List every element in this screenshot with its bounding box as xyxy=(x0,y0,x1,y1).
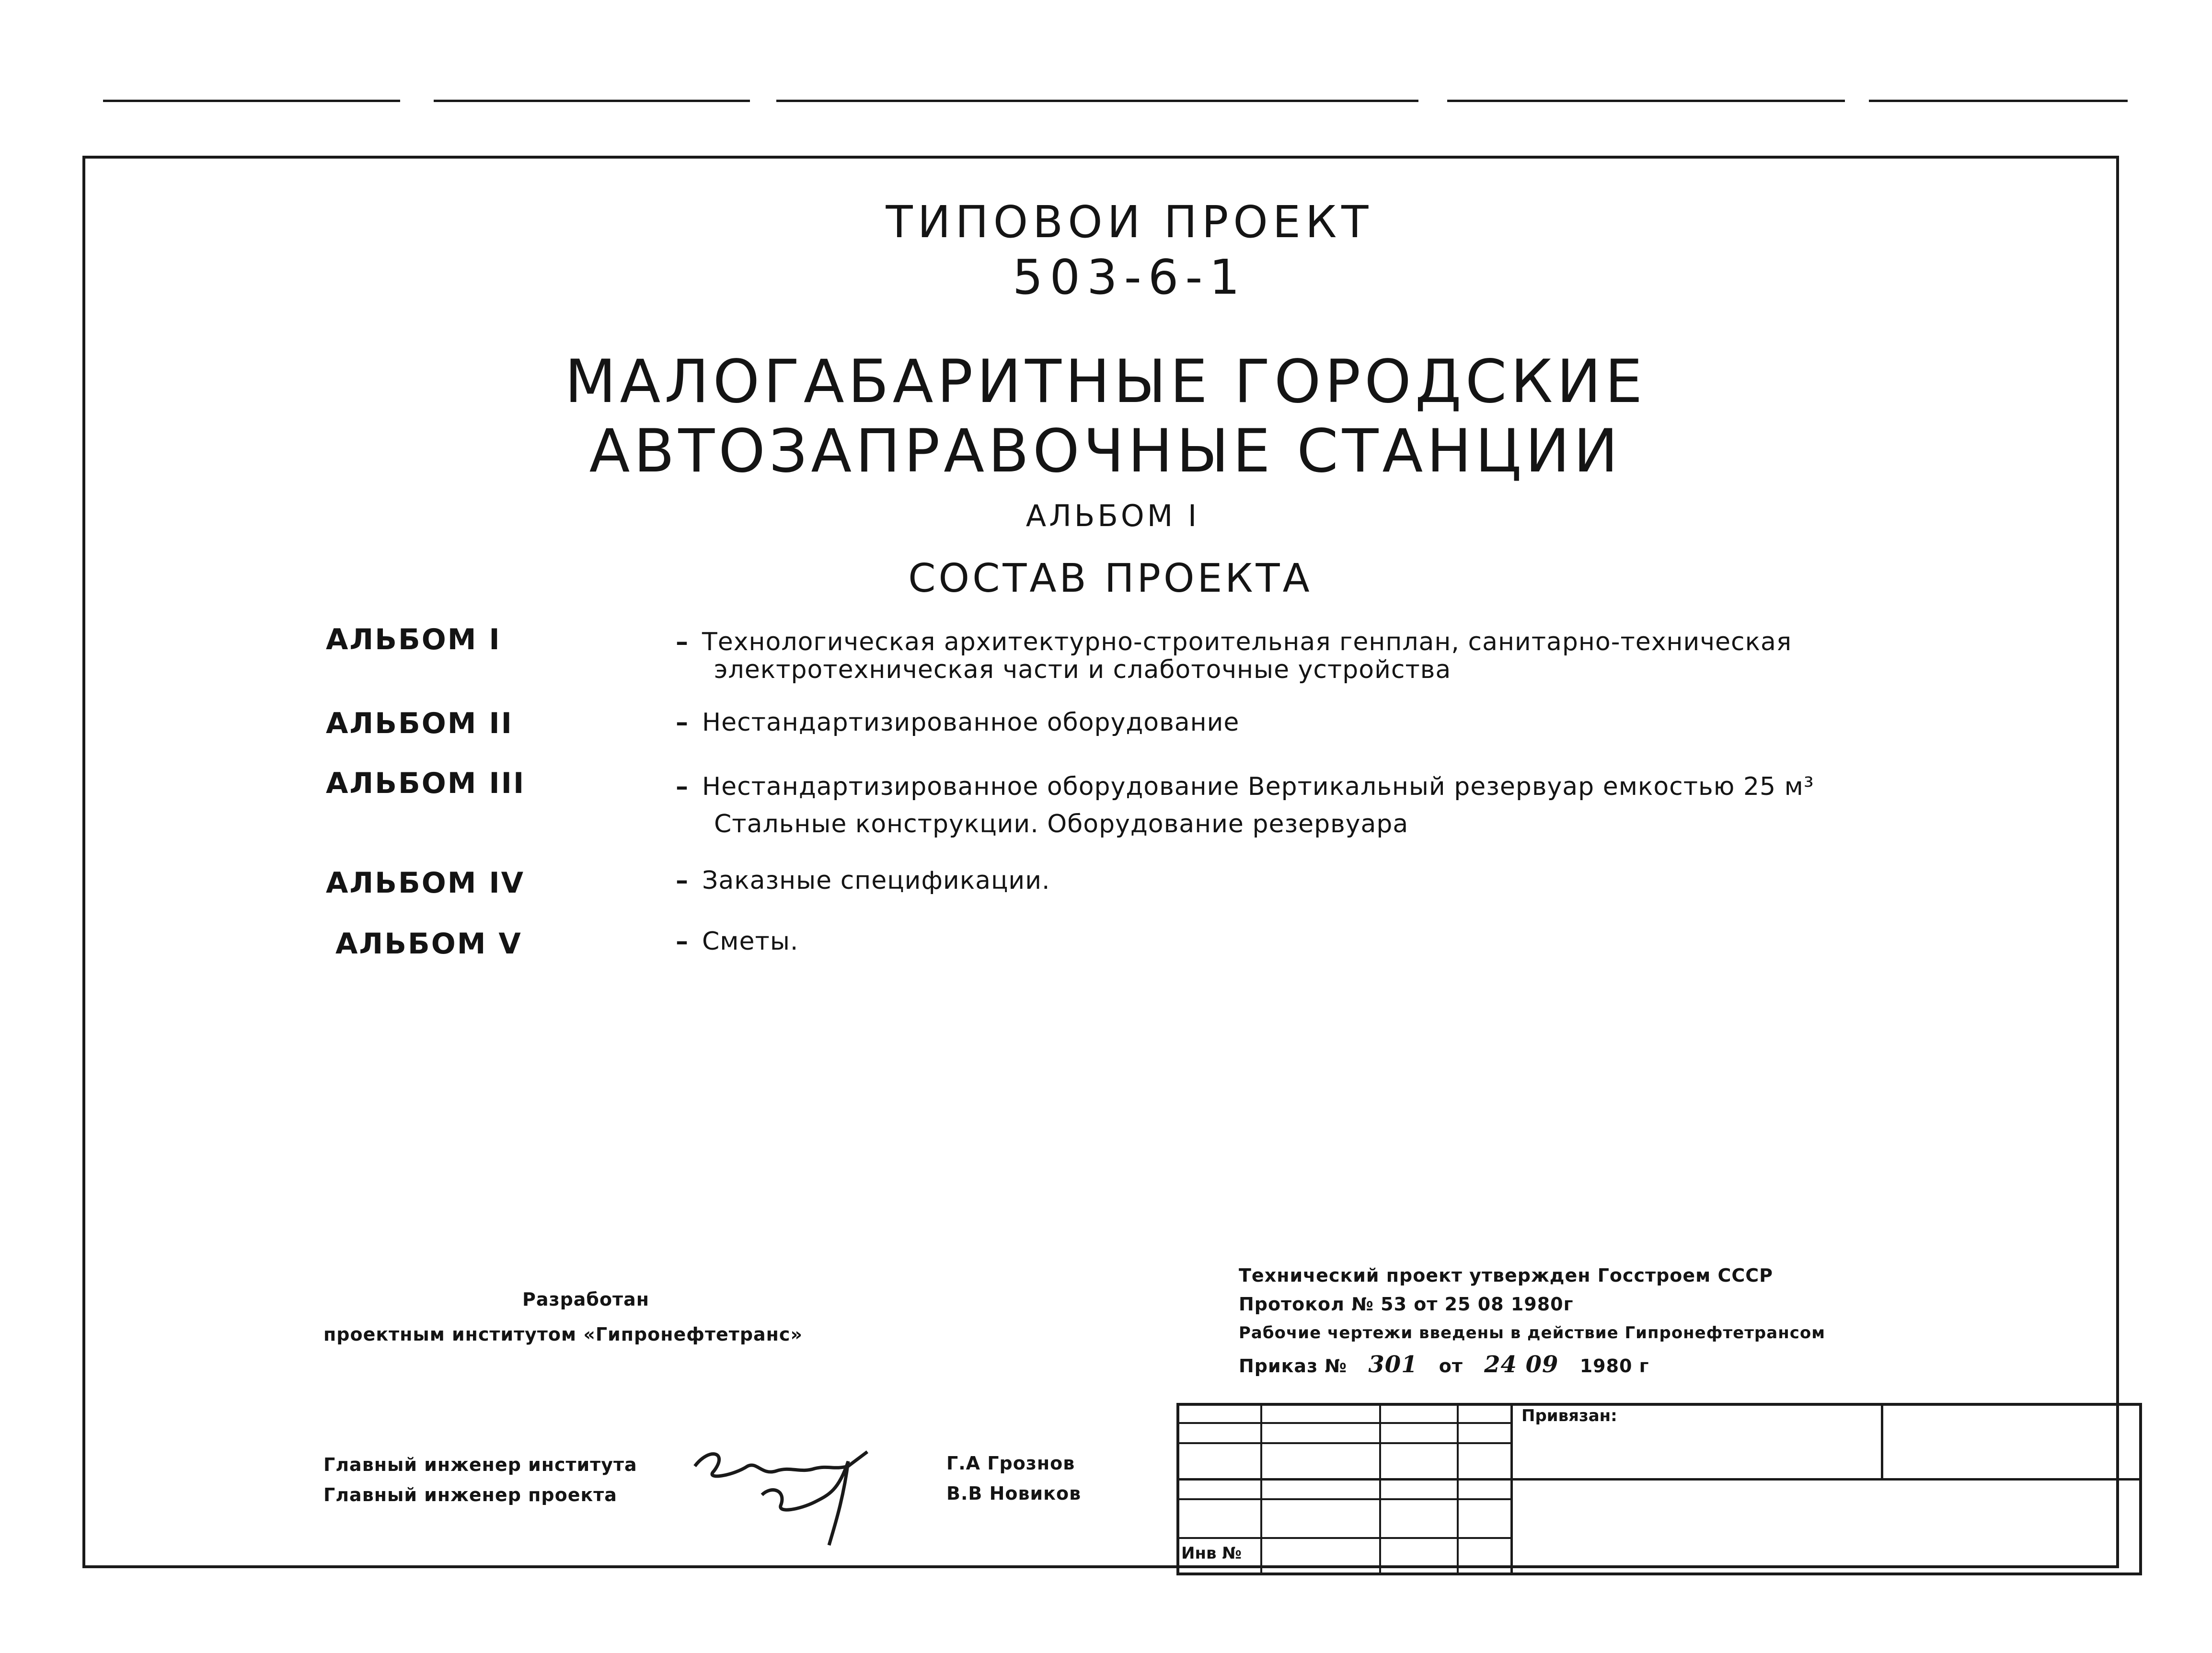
chief-engineer-institute-role: Главный инженер института xyxy=(323,1454,637,1475)
dash: – xyxy=(676,866,689,895)
album-description xyxy=(676,772,1814,801)
approval-protocol: Протокол № 53 от 25 08 1980г xyxy=(1239,1294,1574,1315)
order-prefix: Приказ № xyxy=(1239,1355,1348,1377)
album-description-line: Сметы. xyxy=(702,927,799,956)
approval-enactment: Рабочие чертежи введены в действие Гипронефтетрансом xyxy=(1239,1323,1826,1343)
approval-order xyxy=(1239,1351,1649,1378)
document-type: ТИПОВОИ ПРОЕКТ xyxy=(886,196,1373,248)
top-separator-line xyxy=(776,100,1418,102)
attached-label: Привязан: xyxy=(1521,1406,1617,1425)
order-date-prefix: от xyxy=(1439,1355,1463,1377)
chief-engineer-project-role: Главный инженер проекта xyxy=(323,1484,617,1505)
contents-heading: СОСТАВ ПРОЕКТА xyxy=(908,556,1313,601)
inventory-number-label: Инв № xyxy=(1181,1544,1242,1563)
title-line-2: АВТОЗАПРАВОЧНЫЕ СТАНЦИИ xyxy=(589,417,1622,486)
chief-engineer-institute-name: Г.А Грознов xyxy=(946,1453,1075,1474)
document-number: 503-6-1 xyxy=(1012,249,1247,305)
order-date: 24 09 xyxy=(1484,1351,1559,1378)
album-label: АЛЬБОМ II xyxy=(326,707,513,740)
order-year: 1980 г xyxy=(1579,1355,1649,1377)
album-description xyxy=(676,927,798,956)
album-label: АЛЬБОМ IV xyxy=(326,866,525,900)
album-description-line: Нестандартизированное оборудование xyxy=(702,708,1240,737)
developer-label: Разработан xyxy=(522,1289,649,1310)
album-description-line: Заказные спецификации. xyxy=(702,866,1050,895)
title-line-1: МАЛОГАБАРИТНЫЕ ГОРОДСКИЕ xyxy=(565,347,1647,416)
album-description-continued: электротехническая части и слаботочные устройства xyxy=(714,655,1452,684)
approval-line: Технический проект утвержден Госстроем СССР xyxy=(1239,1265,1773,1286)
current-album: АЛЬБОМ I xyxy=(1025,498,1200,533)
album-description-line: Нестандартизированное оборудование Вертикальный резервуар емкостью 25 м³ xyxy=(702,772,1814,801)
top-separator-line xyxy=(103,100,400,102)
album-label: АЛЬБОМ V xyxy=(335,927,522,961)
album-label: АЛЬБОМ I xyxy=(326,623,501,656)
top-separator-line xyxy=(1869,100,2128,102)
album-description xyxy=(676,708,1239,737)
dash: – xyxy=(676,628,689,656)
album-label: АЛЬБОМ III xyxy=(326,767,526,800)
dash: – xyxy=(676,772,689,801)
signature-mark xyxy=(690,1433,891,1557)
dash: – xyxy=(676,927,689,956)
album-description xyxy=(676,866,1050,895)
developer-institute: проектным институтом «Гипронефтетранс» xyxy=(323,1324,803,1345)
order-number: 301 xyxy=(1368,1351,1418,1378)
album-description-continued: Стальные конструкции. Оборудование резервуара xyxy=(714,810,1409,838)
top-separator-line xyxy=(434,100,750,102)
album-description-line: Технологическая архитектурно-строительная генплан, санитарно-техническая xyxy=(702,628,1792,656)
dash: – xyxy=(676,708,689,737)
top-separator-line xyxy=(1447,100,1845,102)
album-description xyxy=(676,628,1792,656)
chief-engineer-project-name: В.В Новиков xyxy=(946,1483,1082,1504)
